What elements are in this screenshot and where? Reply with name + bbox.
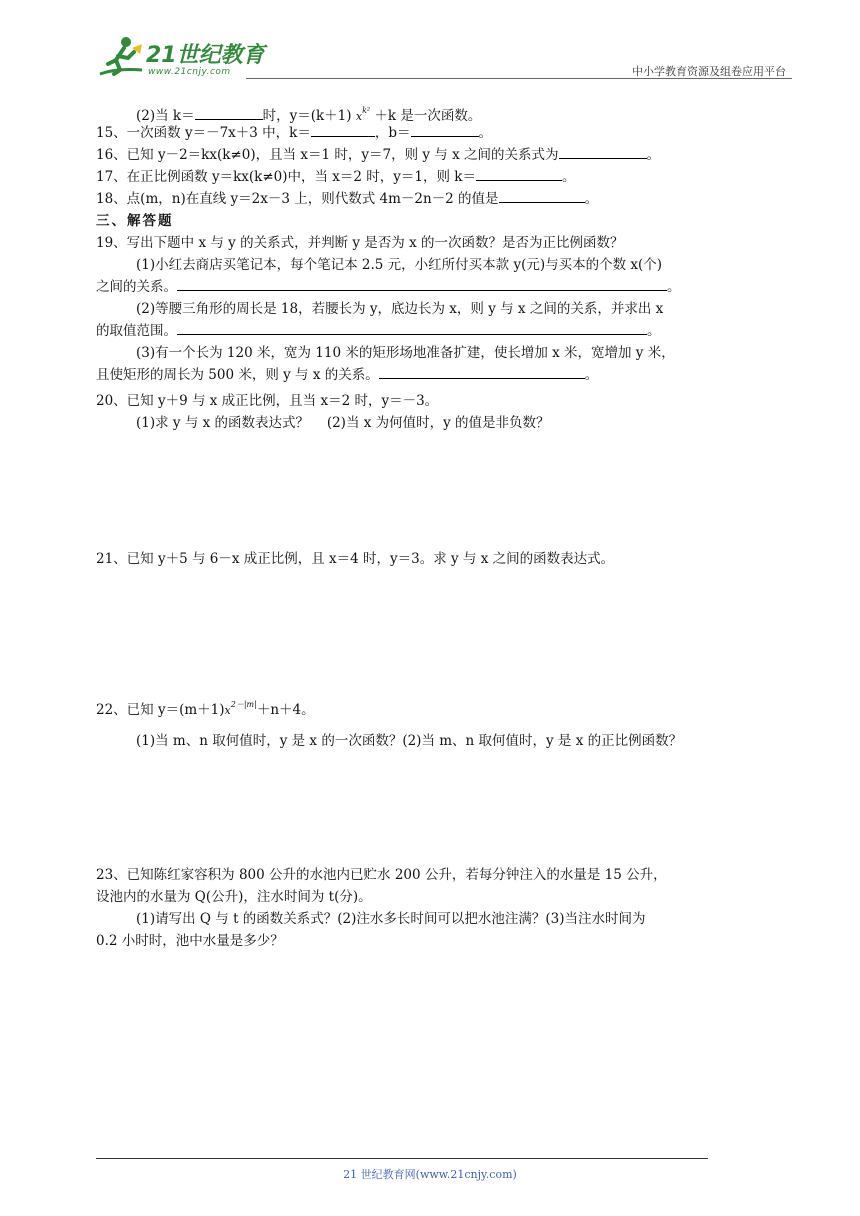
question-15: 15、一次函数 y＝－7x＋3 中，k＝ ，b＝ 。 [96, 122, 796, 144]
question-19-part-3: (3)有一个长为 120 米，宽为 110 米的矩形场地准备扩建，使长增加 x 米，宽增加 y 米， [136, 345, 675, 361]
question-21-stem: 21、已知 y＋5 与 6－x 成正比例，且 x＝4 时，y＝3。求 y 与 x 之间的函数表达式。 [96, 551, 615, 567]
question-19-part-1-cont: 之间的关系。 。 [96, 276, 796, 298]
header-divider [246, 78, 792, 79]
question-16: 16、已知 y－2＝kx(k≠0)，且当 x＝1 时，y＝7，则 y 与 x 之间的关系式为 。 [96, 144, 796, 166]
question-19-part-2: (2)等腰三角形的周长是 18，若腰长为 y，底边长为 x，则 y 与 x 之间的关系，并求出 x [136, 301, 664, 317]
answer-blank[interactable] [499, 188, 585, 203]
section-heading: 三、解答题 [96, 213, 174, 229]
question-14-part-2: (2)当 k＝ 时，y＝(k＋1) $x^{k^2} +k$ 是一次函数。 [136, 106, 482, 124]
question-18: 18、点(m，n)在直线 y＝2x－3 上，则代数式 4m－2n－2 的值是 。 [96, 188, 796, 210]
answer-blank[interactable] [195, 105, 263, 120]
answer-blank[interactable] [177, 276, 667, 291]
question-23-line-4: 0.2 小时时，池中水量是多少？ [96, 933, 284, 949]
brand-logo [96, 34, 296, 82]
answer-blank[interactable] [559, 144, 647, 159]
page-header [96, 34, 792, 82]
brand-name: 21世纪教育 [146, 43, 265, 68]
question-23-line-2: 设池内的水量为 Q(公升)，注水时间为 t(分)。 [96, 889, 372, 905]
question-17: 17、在正比例函数 y＝kx(k≠0)中，当 x＝2 时，y＝1，则 k＝ 。 [96, 166, 796, 188]
answer-blank[interactable] [177, 320, 647, 335]
question-22-parts: (1)当 m、n 取何值时，y 是 x 的一次函数？(2)当 m、n 取何值时，y 是 x 的正比例函数？ [136, 733, 683, 749]
document-body [96, 100, 796, 952]
question-19-part-2-cont: 的取值范围。 。 [96, 320, 796, 342]
answer-blank[interactable] [476, 166, 562, 181]
footer-link[interactable]: 21 世纪教育网(www.21cnjy.com) [343, 1168, 517, 1181]
question-22-stem: 22、已知 $y=(m+1)x^{2-|m|}+n+4$。 [96, 700, 315, 718]
runner-logo-icon [96, 34, 148, 80]
platform-title: 中小学教育资源及组卷应用平台 [632, 65, 786, 78]
question-19-stem: 19、写出下题中 x 与 y 的关系式，并判断 y 是否为 x 的一次函数？是否为正比例函数？ [96, 235, 624, 251]
question-19-part-1: (1)小红去商店买笔记本，每个笔记本 2.5 元，小红所付买本款 y(元)与买本的个数 x(个) [136, 257, 663, 273]
answer-blank[interactable] [379, 364, 585, 379]
answer-blank[interactable] [311, 122, 375, 137]
question-19-part-3-cont: 且使矩形的周长为 500 米，则 y 与 x 的关系。 。 [96, 364, 796, 386]
brand-url: www.21cnjy.com [148, 67, 231, 77]
answer-blank[interactable] [411, 122, 479, 137]
footer-divider [96, 1158, 708, 1159]
question-20-parts: (1)求 y 与 x 的函数表达式？ (2)当 x 为何值时，y 的值是非负数？ [136, 415, 550, 431]
question-23-line-1: 23、已知陈红家容积为 800 公升的水池内已贮水 200 公升，若每分钟注入的水量是 15 公升， [96, 867, 667, 883]
question-20-stem: 20、已知 y＋9 与 x 成正比例，且当 x＝2 时，y＝－3。 [96, 393, 439, 409]
question-23-line-3: (1)请写出 Q 与 t 的函数关系式？(2)注水多长时间可以把水池注满？(3)当注水时间为 [136, 911, 646, 927]
